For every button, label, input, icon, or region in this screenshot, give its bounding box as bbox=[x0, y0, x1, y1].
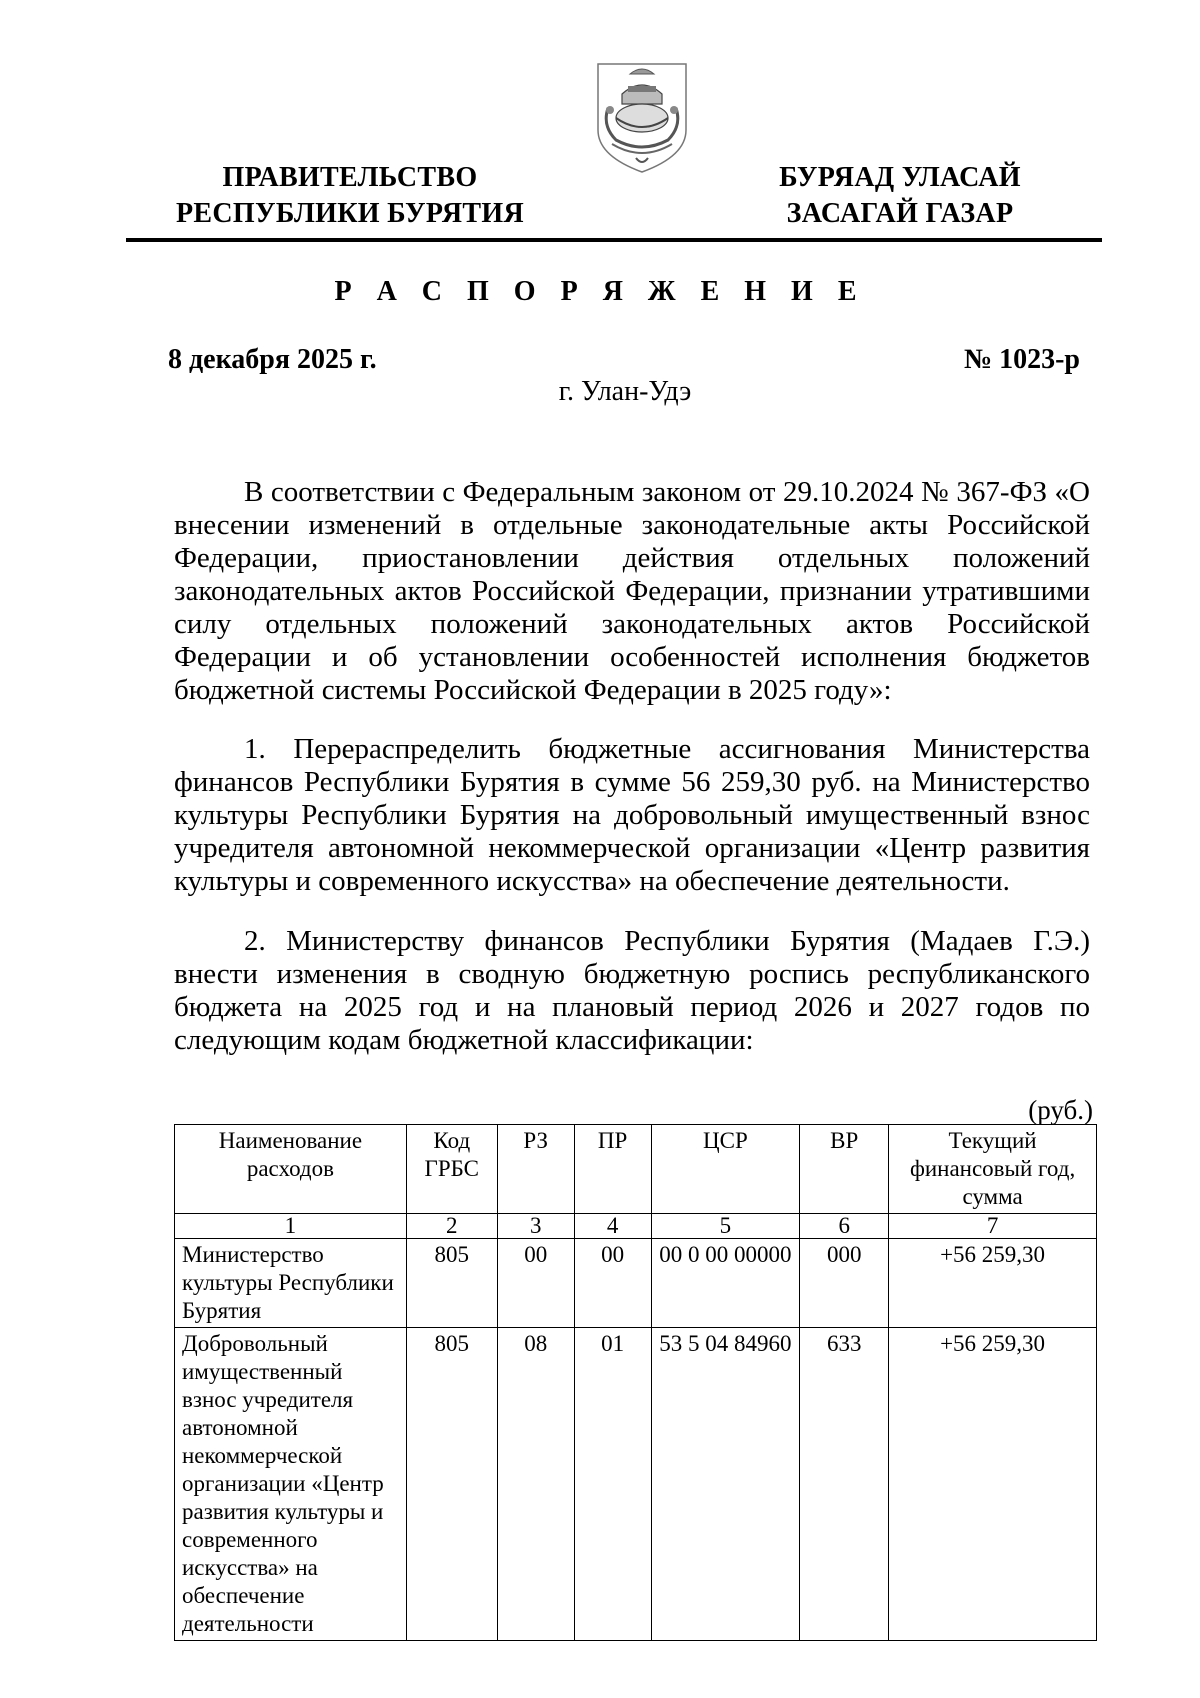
table-header-row bbox=[175, 1125, 1097, 1214]
coat-of-arms-emblem bbox=[592, 60, 692, 176]
document-number: № 1023-р bbox=[963, 344, 1080, 375]
header-rz: РЗ bbox=[497, 1125, 574, 1214]
index-cell: 7 bbox=[889, 1214, 1097, 1239]
row-csr-cell: 53 5 04 84960 bbox=[651, 1328, 800, 1641]
row-rz-cell: 00 bbox=[497, 1239, 574, 1328]
index-cell: 2 bbox=[406, 1214, 497, 1239]
table-row bbox=[175, 1328, 1097, 1641]
document-type: Р А С П О Р Я Ж Е Н И Е bbox=[334, 276, 866, 307]
row-amount-cell: +56 259,30 bbox=[889, 1239, 1097, 1328]
row-grbs-cell: 805 bbox=[406, 1239, 497, 1328]
row-pr-cell: 01 bbox=[574, 1328, 651, 1641]
government-name-russian bbox=[170, 160, 530, 232]
row-csr-cell: 00 0 00 00000 bbox=[651, 1239, 800, 1328]
header-name: Наименование расходов bbox=[175, 1125, 407, 1214]
item-1-paragraph: 1. Перераспределить бюджетные ассигнования Министерства финансов Республики Бурятия в сумме 56 259,30 руб. на Министерство культуры Республики Бурятия на добровольный имущественный взнос учредителя автономной некоммерческой организации «Центр развития культуры и современного искусства» на обеспечение деятельности. bbox=[174, 733, 1090, 897]
government-name-buryat-line1: БУРЯАД УЛАСАЙ bbox=[779, 162, 1021, 193]
row-rz-cell: 08 bbox=[497, 1328, 574, 1641]
header-divider bbox=[126, 238, 1102, 242]
table-row bbox=[175, 1239, 1097, 1328]
government-name-line2: РЕСПУБЛИКИ БУРЯТИЯ bbox=[176, 198, 524, 229]
header-csr: ЦСР bbox=[651, 1125, 800, 1214]
government-name-buryat bbox=[750, 160, 1050, 232]
index-cell: 5 bbox=[651, 1214, 800, 1239]
document-city: г. Улан-Удэ bbox=[558, 376, 692, 407]
header-grbs: Код ГРБС bbox=[406, 1125, 497, 1214]
row-pr-cell: 00 bbox=[574, 1239, 651, 1328]
index-cell: 3 bbox=[497, 1214, 574, 1239]
document-date: 8 декабря 2025 г. bbox=[168, 344, 377, 375]
budget-table bbox=[174, 1124, 1097, 1641]
row-name-cell: Добровольный имущественный взнос учредителя автономной некоммерческой организации «Центр развития культуры и современного искусства» на обеспечение деятельности bbox=[175, 1328, 407, 1641]
header-amount: Текущий финансовый год, сумма bbox=[889, 1125, 1097, 1214]
government-name-line1: ПРАВИТЕЛЬСТВО bbox=[222, 162, 478, 193]
row-vr-cell: 633 bbox=[800, 1328, 889, 1641]
preamble-paragraph: В соответствии с Федеральным законом от 29.10.2024 № 367-ФЗ «О внесении изменений в отдельные законодательные акты Российской Федерации, приостановлении действия отдельных положений законодательных актов Российской Федерации, признании утратившими силу отдельных положений законодательных актов Российской Федерации и об установлении особенностей исполнения бюджетов бюджетной системы Российской Федерации в 2025 году»: bbox=[174, 476, 1090, 706]
table-unit-label: (руб.) bbox=[1028, 1095, 1093, 1125]
index-cell: 4 bbox=[574, 1214, 651, 1239]
table-index-row bbox=[175, 1214, 1097, 1239]
row-amount-cell: +56 259,30 bbox=[889, 1328, 1097, 1641]
government-name-buryat-line2: ЗАСАГАЙ ГАЗАР bbox=[786, 198, 1014, 229]
index-cell: 6 bbox=[800, 1214, 889, 1239]
row-vr-cell: 000 bbox=[800, 1239, 889, 1328]
row-grbs-cell: 805 bbox=[406, 1328, 497, 1641]
header-pr: ПР bbox=[574, 1125, 651, 1214]
index-cell: 1 bbox=[175, 1214, 407, 1239]
item-2-paragraph: 2. Министерству финансов Республики Бурятия (Мадаев Г.Э.) внести изменения в сводную бюджетную роспись республиканского бюджета на 2025 год и на плановый период 2026 и 2027 годов по следующим кодам бюджетной классификации: bbox=[174, 925, 1090, 1056]
row-name-cell: Министерство культуры Республики Бурятия bbox=[175, 1239, 407, 1328]
header-vr: ВР bbox=[800, 1125, 889, 1214]
